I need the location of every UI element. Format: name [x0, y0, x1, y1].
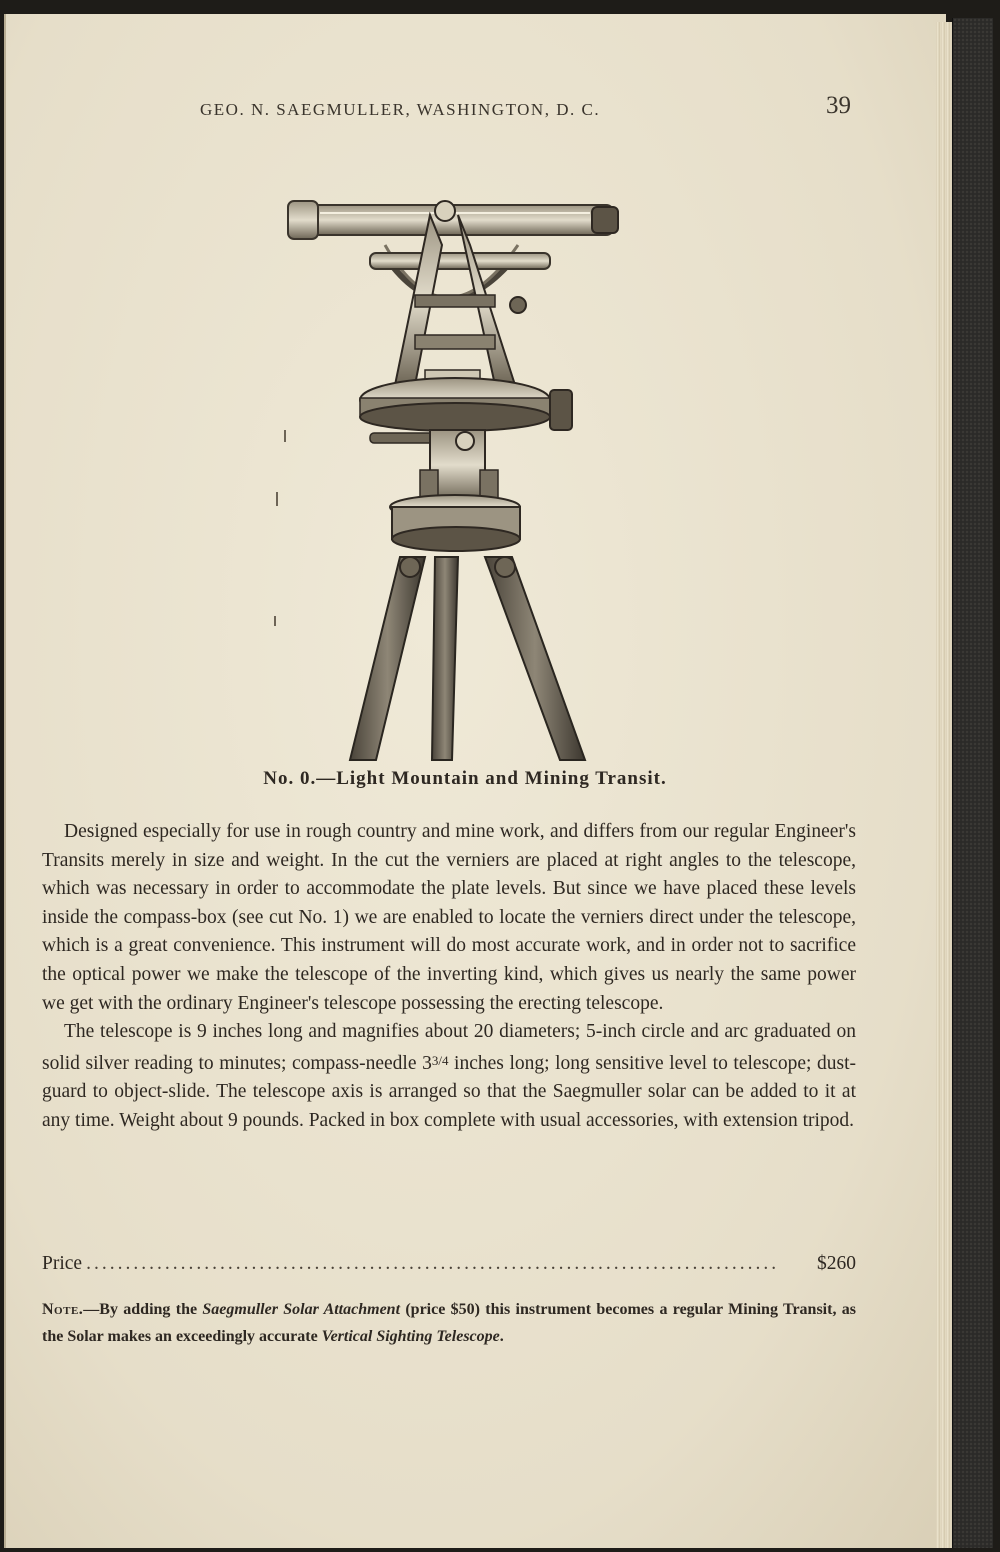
body-text — [42, 818, 856, 1136]
price-label: Price — [42, 1253, 83, 1274]
paragraph-description: Designed especially for use in rough country and mine work, and differs from our regular Engineer's Transits merely in size and weight. In the cut the verniers are placed at right angles to the telescope, which was necessary in order to accommodate the plate levels. But since we have placed these levels inside the compass-box (see cut No. 1) we are enabled to locate the verniers direct under the telescope, which is a great convenience. This instrument will do most accurate work, and in order not to sacrifice the optical power we make the telescope of the inverting kind, which gives us nearly the same power we get with the ordinary Engineer's telescope possessing the erecting telescope. — [42, 821, 856, 1014]
tripod — [350, 557, 585, 760]
note-italic-solar: Saegmuller Solar Attachment — [202, 1301, 401, 1318]
note-label: Note. — [42, 1301, 84, 1318]
leveling-head — [370, 430, 520, 551]
transit-illustration — [280, 185, 640, 770]
standards — [395, 215, 526, 392]
footnote: Note.—By adding the Saegmuller Solar Attachment (price $50) this instrument becomes a regular Mining Transit, as the Solar makes an exceedingly accurate Vertical Sighting Telescope. — [42, 1301, 857, 1345]
fraction: 3/4 — [431, 1052, 449, 1068]
price-line — [42, 1253, 856, 1275]
telescope — [288, 201, 618, 239]
figure-caption: No. 0.—Light Mountain and Mining Transit. — [263, 768, 667, 789]
level-tube — [370, 253, 550, 269]
page-number: 39 — [826, 92, 851, 119]
price-value: $260 — [817, 1253, 856, 1274]
note-italic-telescope: Vertical Sighting Telescope — [321, 1328, 500, 1345]
compass-plate — [360, 378, 572, 431]
book-cover — [952, 18, 993, 1548]
paragraph-specifications: The telescope is 9 inches long and magnifies about 20 diameters; 5-inch circle and arc graduated on solid silver reading to minutes; compass-needle $3^{3/4}$ inches long; long sensitive level to telescope; dust-guard to object-slide. The telescope axis is arranged so that the Saegmuller solar can be added to it at any time. Weight about 9 pounds. Packed in box complete with usual accessories, with extension tripod. — [42, 1021, 856, 1131]
dot-leader: ........................................................................................ — [86, 1253, 780, 1274]
running-header: GEO. N. SAEGMULLER, WASHINGTON, D. C. — [200, 100, 601, 119]
